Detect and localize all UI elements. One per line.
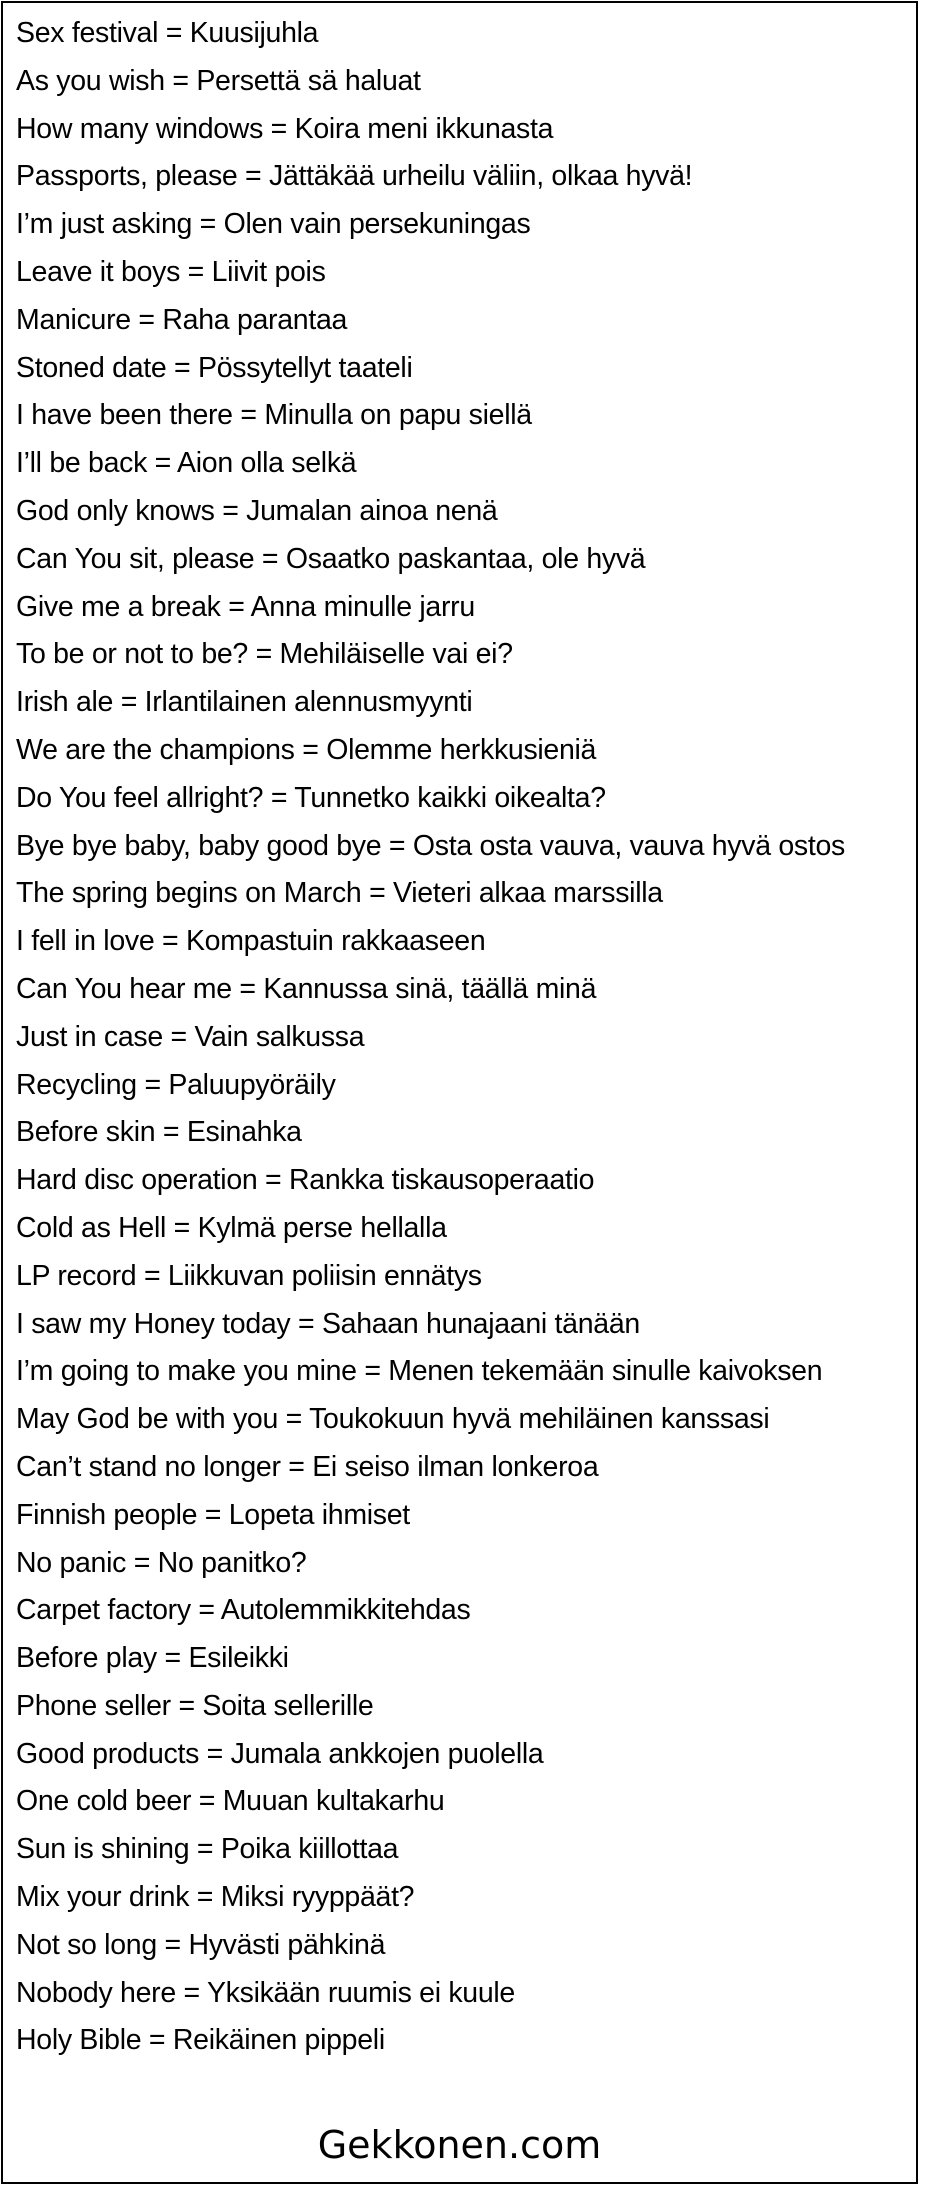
translation-line: To be or not to be? = Mehiläiselle vai ei? [16,638,513,671]
translation-line: How many windows = Koira meni ikkunasta [16,112,554,145]
translation-line: Sun is shining = Poika kiillottaa [16,1833,399,1866]
translation-line: We are the champions = Olemme herkkusieniä [16,733,597,766]
translation-line: Good products = Jumala ankkojen puolella [16,1737,544,1770]
translation-line: Leave it boys = Liivit pois [16,255,326,288]
translation-line: Sex festival = Kuusijuhla [16,17,319,49]
translation-line: I fell in love = Kompastuin rakkaaseen [16,925,486,958]
translation-line: Before play = Esileikki [16,1642,289,1675]
translation-line: I saw my Honey today = Sahaan hunajaani tänään [16,1307,640,1340]
translation-line: Carpet factory = Autolemmikkitehdas [16,1594,471,1627]
translation-line: One cold beer = Muuan kultakarhu [16,1785,445,1818]
translation-line: Give me a break = Anna minulle jarru [16,590,475,623]
translation-line: Can You hear me = Kannussa sinä, täällä minä [16,972,597,1005]
translation-line: May God be with you = Toukokuun hyvä mehiläinen kanssasi [16,1403,770,1436]
translation-line: Bye bye baby, baby good bye = Osta osta vauva, vauva hyvä ostos [16,829,845,862]
translation-line: LP record = Liikkuvan poliisin ennätys [16,1259,482,1292]
translation-list [16,15,845,2070]
translation-line: I’ll be back = Aion olla selkä [16,447,357,480]
translation-line: Recycling = Paluupyöräily [16,1068,336,1101]
translation-line: Nobody here = Yksikään ruumis ei kuule [16,1976,515,2009]
translation-line: Phone seller = Soita sellerille [16,1689,374,1722]
translation-line: Do You feel allright? = Tunnetko kaikki oikealta? [16,781,606,814]
translation-line: Can’t stand no longer = Ei seiso ilman lonkeroa [16,1450,599,1483]
translation-line: God only knows = Jumalan ainoa nenä [16,494,498,527]
translation-line: I’m going to make you mine = Menen tekemään sinulle kaivoksen [16,1355,823,1388]
translation-line: No panic = No panitko? [16,1546,307,1579]
translation-line: The spring begins on March = Vieteri alkaa marssilla [16,877,663,910]
site-watermark: Gekkonen.com [317,2123,602,2167]
translation-line: Manicure = Raha parantaa [16,303,348,336]
translation-line: I have been there = Minulla on papu siellä [16,399,532,432]
translation-line: Hard disc operation = Rankka tiskausoperaatio [16,1164,595,1197]
translation-line: Holy Bible = Reikäinen pippeli [16,2024,385,2057]
translation-line: Finnish people = Lopeta ihmiset [16,1498,410,1531]
translation-line: As you wish = Persettä sä haluat [16,64,421,97]
document-frame [1,1,918,2184]
translation-line: Stoned date = Pössytellyt taateli [16,351,413,384]
translation-line: Before skin = Esinahka [16,1116,302,1149]
translation-line: I’m just asking = Olen vain persekuningas [16,208,531,241]
translation-line: Just in case = Vain salkussa [16,1020,365,1053]
translation-line: Irish ale = Irlantilainen alennusmyynti [16,686,473,719]
translation-line: Can You sit, please = Osaatko paskantaa, ole hyvä [16,542,646,575]
translation-line: Not so long = Hyvästi pähkinä [16,1928,386,1961]
translation-line: Cold as Hell = Kylmä perse hellalla [16,1211,447,1244]
translation-line: Mix your drink = Miksi ryyppäät? [16,1881,415,1914]
translation-line: Passports, please = Jättäkää urheilu väliin, olkaa hyvä! [16,160,693,193]
